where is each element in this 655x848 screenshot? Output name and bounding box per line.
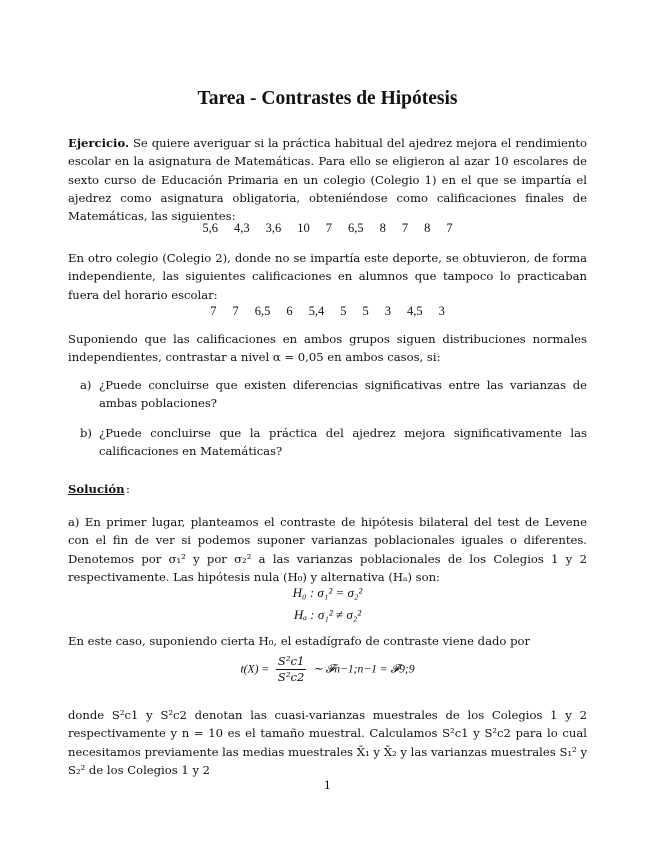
solution-paragraph-2: En este caso, suponiendo cierta H₀, el estadígrafo de contraste viene dado por xyxy=(68,634,531,648)
grade-value: 6 xyxy=(286,304,293,318)
exercise-label: Ejercicio. xyxy=(68,136,130,150)
question-label: a) xyxy=(80,378,92,392)
grade-value: 8 xyxy=(424,221,431,235)
grade-value: 5,4 xyxy=(308,304,325,318)
solution-paragraph-3: donde S²c1 y S²c2 denotan las cuasi-varianzas muestrales de los Colegios 1 y 2 respectivamente y n = 10 es el tamaño muestral. Calculamos S²c1 y S²c2 para lo cual necesitamos previamente las medias muestrales X̄₁ y X̄₂ y las varianzas muestrales S₁² y S₂² de los Colegios 1 y 2 xyxy=(68,708,587,777)
fraction-denominator: S²c2 xyxy=(277,670,305,684)
grade-value: 7 xyxy=(446,221,453,235)
page-number: 1 xyxy=(323,778,332,792)
grade-value: 5,6 xyxy=(202,221,218,235)
document-title: Tarea - Contrastes de Hipótesis xyxy=(197,88,458,109)
grade-value: 10 xyxy=(297,221,310,235)
question-label: b) xyxy=(80,426,92,440)
solution-colon: : xyxy=(126,482,130,496)
test-statistic-equation xyxy=(0,654,655,685)
solution-paragraph-1: a) En primer lugar, planteamos el contraste de hipótesis bilateral del test de Levene con el fin de ver si podemos suponer varianzas poblacionales iguales o diferentes. Denotemos por σ₁² y por σ₂² a las varianzas poblacionales de los Colegios 1 y 2 respectivamente. Las hipótesis nula (H₀) y alternativa (Hₐ) son: xyxy=(68,515,587,584)
fraction-numerator: S²c1 xyxy=(277,654,305,668)
grade-value: 7 xyxy=(325,221,332,235)
grade-value: 6,5 xyxy=(348,221,364,235)
solution-heading: Solución xyxy=(68,482,125,496)
grade-value: 7 xyxy=(210,304,217,318)
exercise-intro xyxy=(68,134,587,225)
grade-value: 5 xyxy=(340,304,347,318)
question-text: ¿Puede concluirse que existen diferencias significativas entre las varianzas de ambas poblaciones? xyxy=(99,378,587,411)
statistic-rhs: ∼ 𝓕n−1;n−1 = 𝓕9;9 xyxy=(313,662,415,676)
school2-text: En otro colegio (Colegio 2), donde no se impartía este deporte, se obtuvieron, de forma independiente, las siguientes calificaciones en alumnos que tampoco lo practicaban fuera del horario escolar: xyxy=(68,251,587,302)
statistic-lhs: t(X) = xyxy=(240,662,270,676)
assumption-text: Suponiendo que las calificaciones en ambos grupos siguen distribuciones normales independientes, contrastar a nivel α = 0,05 en ambos casos, si: xyxy=(68,332,587,365)
grades-school2-row xyxy=(0,302,655,320)
exercise-intro-text: Se quiere averiguar si la práctica habitual del ajedrez mejora el rendimiento escolar en la asignatura de Matemáticas. Para ello se eligieron al azar 10 escolares de sexto curso de Educación Primaria en un colegio (Colegio 1) en el que se impartía el ajedrez como asignatura obligatoria, obteniéndose como calificaciones finales de Matemáticas, las siguientes: xyxy=(68,136,587,224)
grade-value: 4,5 xyxy=(406,304,423,318)
grades-school1-row xyxy=(0,219,655,237)
grade-value: 3 xyxy=(438,304,445,318)
grade-value: 4,3 xyxy=(234,221,250,235)
null-hypothesis: H₀ : σ₁² = σ₂² xyxy=(292,585,363,600)
grade-value: 3 xyxy=(384,304,391,318)
grade-value: 8 xyxy=(379,221,386,235)
variance-ratio-fraction xyxy=(276,654,306,685)
grade-value: 6,5 xyxy=(254,304,271,318)
question-text: ¿Puede concluirse que la práctica del ajedrez mejora significativamente las calificaciones en Matemáticas? xyxy=(99,426,587,459)
grade-value: 7 xyxy=(401,221,409,235)
grade-value: 7 xyxy=(232,304,239,318)
grade-value: 5 xyxy=(362,304,369,318)
alternative-hypothesis: Hₐ : σ₁² ≠ σ₂² xyxy=(293,607,362,622)
grade-value: 3,6 xyxy=(265,221,282,235)
